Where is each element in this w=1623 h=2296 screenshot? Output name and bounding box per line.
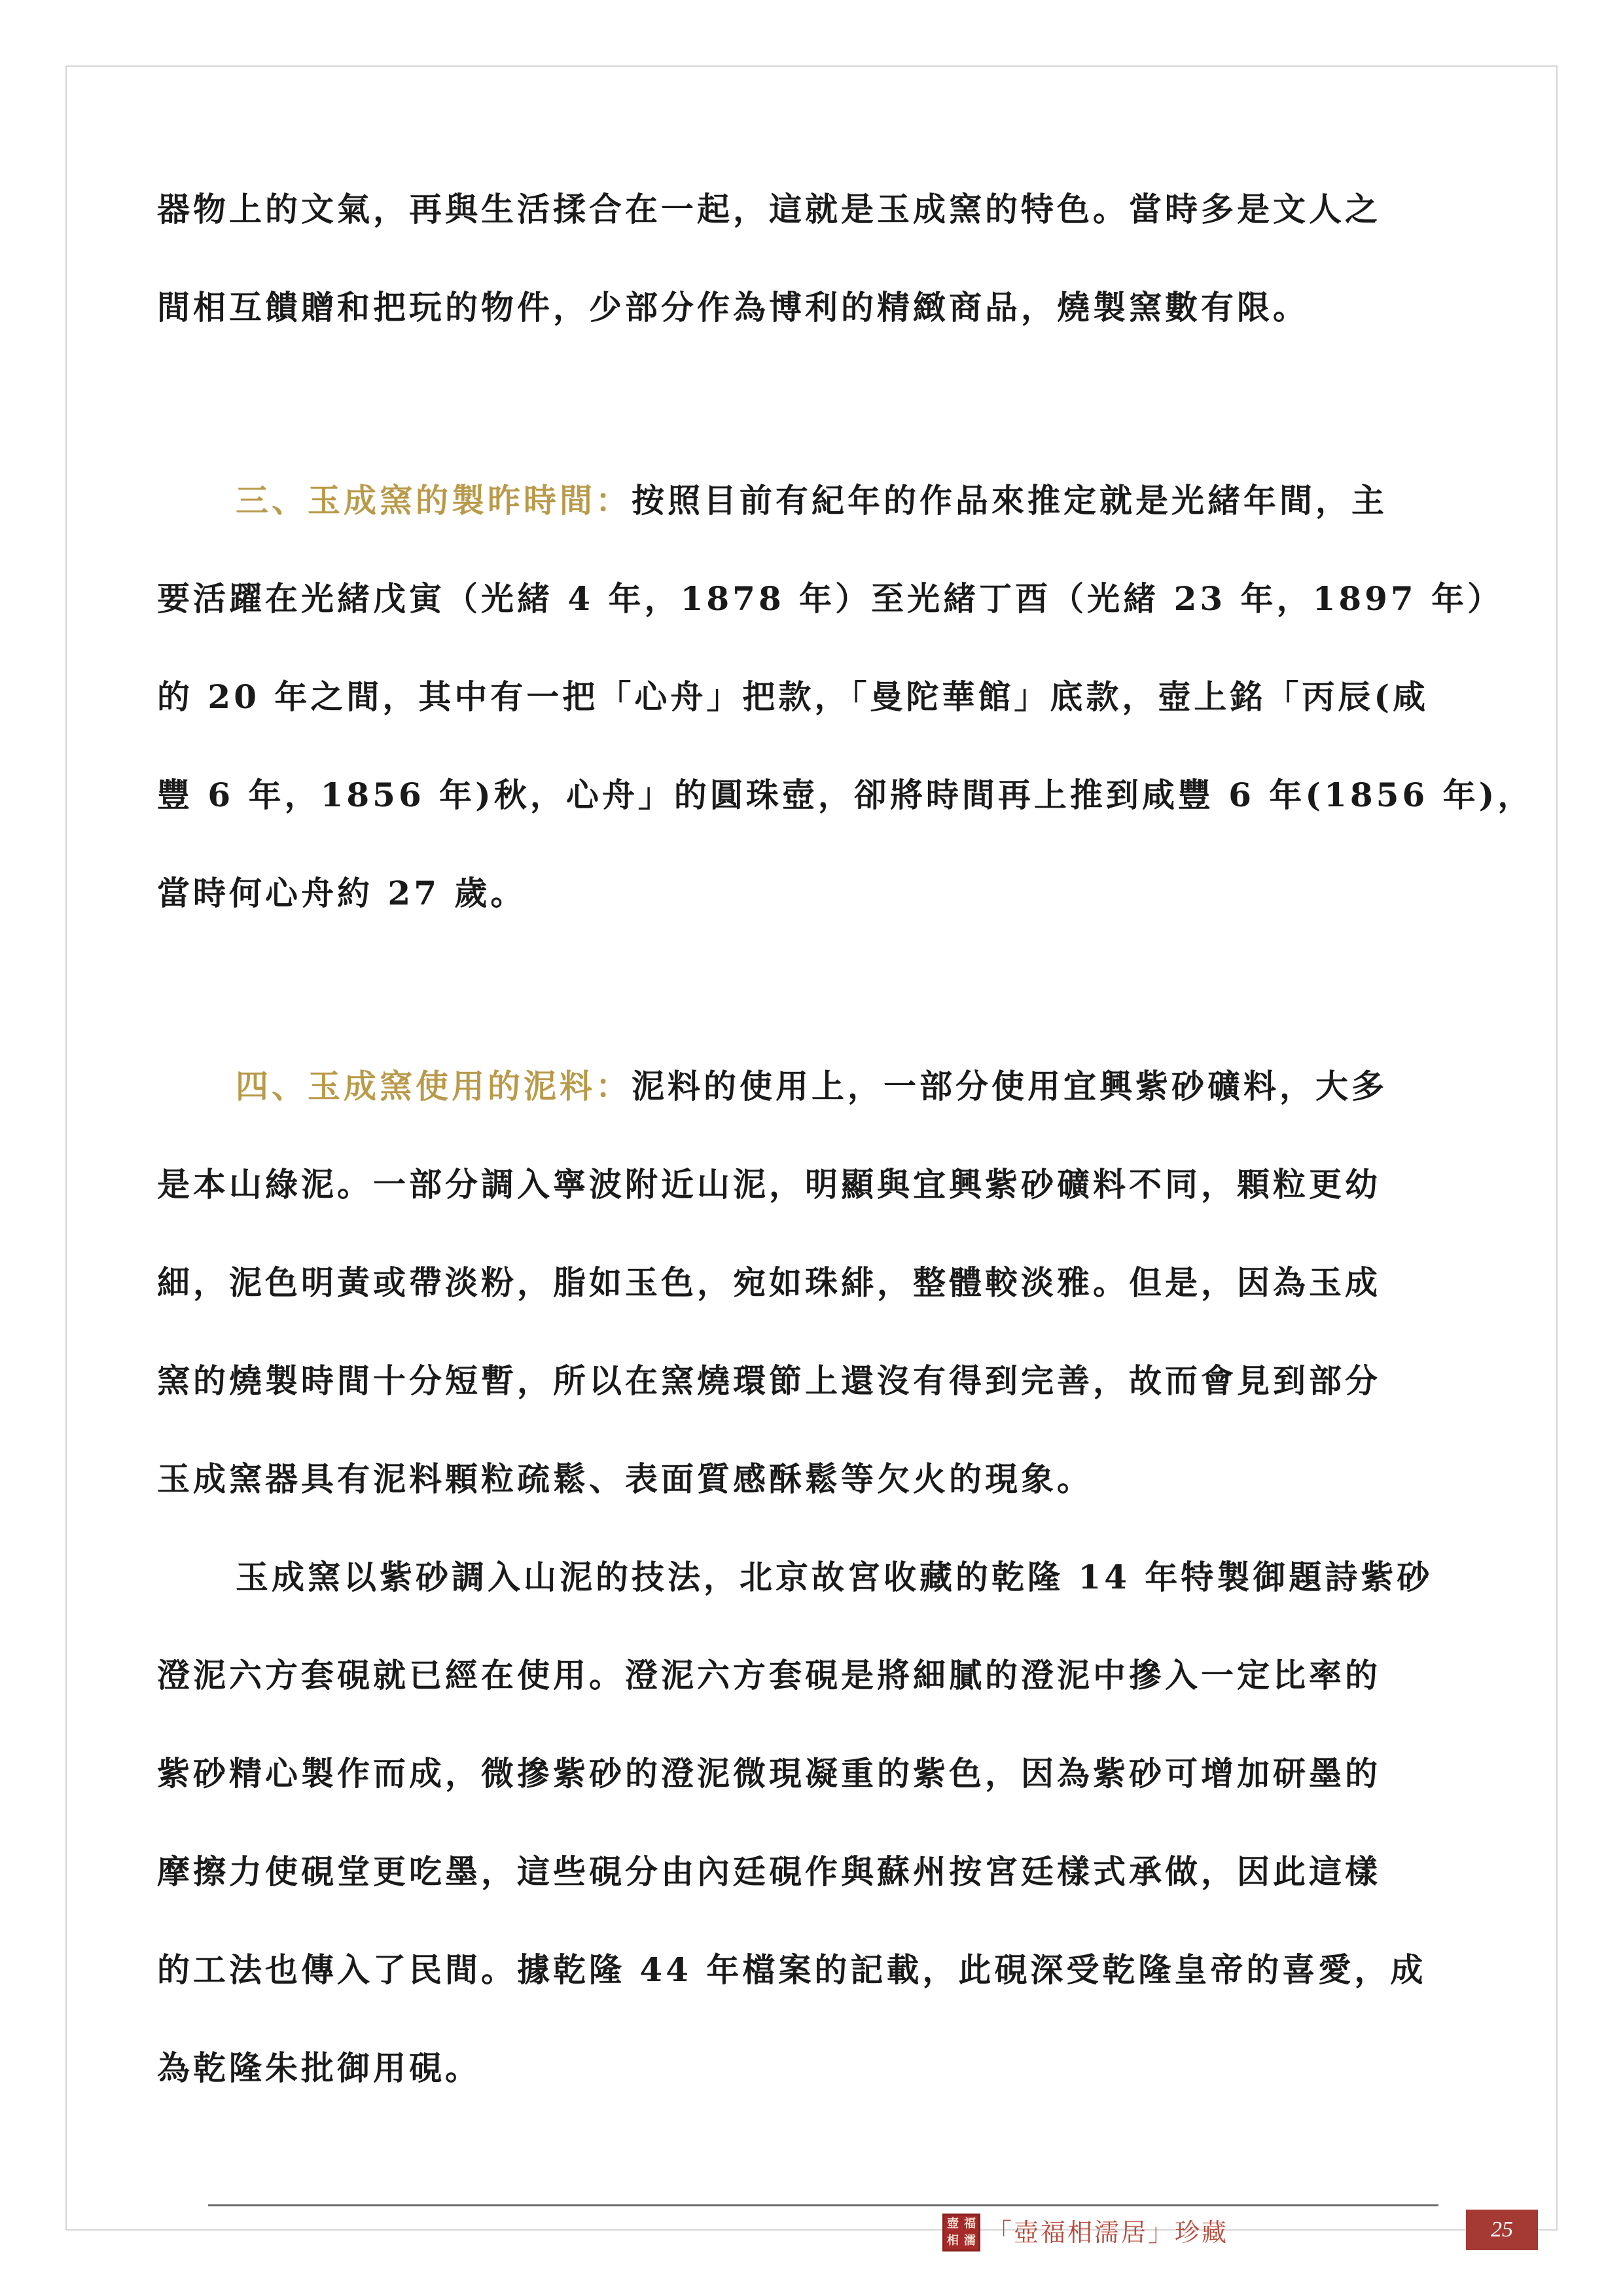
footer-collection-label: 「壺福相濡居」珍藏 — [987, 2218, 1229, 2247]
seal-char: 福 — [964, 2217, 976, 2231]
paragraph-line: 要活躍在光緒戊寅（光緒 4 年，1878 年）至光緒丁酉（光緒 23 年，1897 年） — [157, 579, 1504, 618]
section3-heading: 三、玉成窯的製昨時間： — [236, 481, 632, 520]
seal-char: 濡 — [964, 2234, 976, 2248]
footer-rule — [208, 2204, 1438, 2206]
paragraph-line: 為乾隆朱批御用硯。 — [157, 2049, 481, 2087]
paragraph-line: 紫砂精心製作而成，微摻紫砂的澄泥微現凝重的紫色，因為紫砂可增加研墨的 — [157, 1754, 1381, 1793]
section4-first-line — [157, 1037, 1466, 1136]
paragraph-gap — [157, 357, 1466, 452]
paragraph-line: 玉成窯器具有泥料顆粒疏鬆、表面質感酥鬆等欠火的現象。 — [157, 1460, 1093, 1498]
paragraph-line: 的 20 年之間，其中有一把「心舟」把款，「曼陀華館」底款，壺上銘「丙辰(咸 — [157, 677, 1429, 716]
paragraph-line: 細，泥色明黃或帶淡粉，脂如玉色，宛如珠緋，整體較淡雅。但是，因為玉成 — [157, 1263, 1381, 1302]
paragraph-line: 豐 6 年，1856 年)秋，心舟」的圓珠壺，卻將時間再上推到咸豐 6 年(1856 年)， — [157, 776, 1534, 814]
paragraph-line: 的工法也傳入了民間。據乾隆 44 年檔案的記載，此硯深受乾隆皇帝的喜愛，成 — [157, 1950, 1427, 1989]
paragraph-line: 摩擦力使硯堂更吃墨，這些硯分由內廷硯作與蘇州按宮廷樣式承做，因此這樣 — [157, 1852, 1381, 1891]
document-body — [157, 160, 1534, 2117]
section4-first-line-text: 泥料的使用上，一部分使用宜興紫砂礦料，大多 — [632, 1067, 1387, 1105]
page-number-badge: 25 — [1466, 2210, 1538, 2250]
section4-heading: 四、玉成窯使用的泥料： — [236, 1067, 632, 1105]
paragraph-line: 器物上的文氣，再與生活揉合在一起，這就是玉成窯的特色。當時多是文人之 — [157, 190, 1381, 228]
paragraph-line: 窯的燒製時間十分短暫，所以在窯燒環節上還沒有得到完善，故而會見到部分 — [157, 1361, 1381, 1400]
seal-char: 壺 — [947, 2217, 959, 2231]
paragraph-gap — [157, 942, 1466, 1037]
paragraph-line: 是本山綠泥。一部分調入寧波附近山泥，明顯與宜興紫砂礦料不同，顆粒更幼 — [157, 1165, 1381, 1204]
section3-first-line-text: 按照目前有紀年的作品來推定就是光緒年間，主 — [632, 481, 1387, 520]
section3-first-line — [157, 452, 1466, 550]
paragraph-line: 當時何心舟約 27 歲。 — [157, 874, 527, 912]
paragraph-line: 玉成窯以紫砂調入山泥的技法，北京故宮收藏的乾隆 14 年特製御題詩紫砂 — [236, 1558, 1433, 1596]
seal-char: 相 — [947, 2234, 959, 2248]
collection-seal-icon — [942, 2214, 980, 2251]
paragraph-line: 間相互饋贈和把玩的物件，少部分作為博利的精緻商品，燒製窯數有限。 — [157, 288, 1309, 327]
paragraph-line: 澄泥六方套硯就已經在使用。澄泥六方套硯是將細膩的澄泥中摻入一定比率的 — [157, 1656, 1381, 1695]
